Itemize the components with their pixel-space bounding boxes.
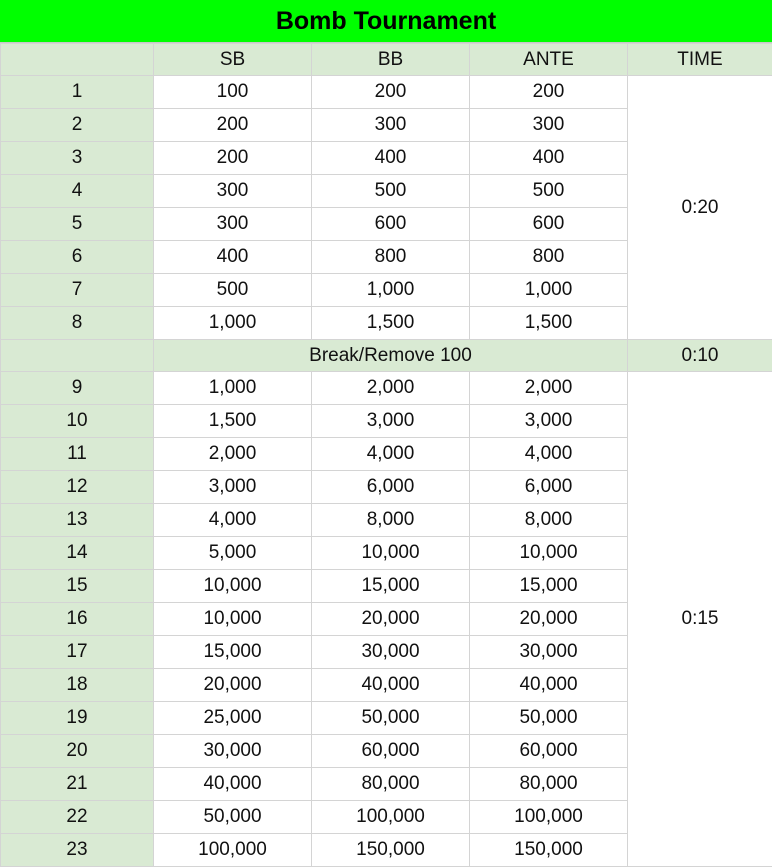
sb-cell[interactable]: 200 <box>154 109 312 142</box>
bb-cell[interactable]: 50,000 <box>312 702 470 735</box>
ante-cell[interactable]: 100,000 <box>470 801 628 834</box>
header-cell-level[interactable] <box>1 44 154 76</box>
ante-cell[interactable]: 3,000 <box>470 405 628 438</box>
level-cell[interactable]: 5 <box>1 208 154 241</box>
ante-cell[interactable]: 10,000 <box>470 537 628 570</box>
ante-cell[interactable]: 8,000 <box>470 504 628 537</box>
time-cell[interactable]: 0:20 <box>628 76 772 340</box>
break-label-cell[interactable]: Break/Remove 100 <box>154 340 628 372</box>
ante-cell[interactable]: 50,000 <box>470 702 628 735</box>
level-cell[interactable]: 17 <box>1 636 154 669</box>
sb-cell[interactable]: 500 <box>154 274 312 307</box>
level-cell[interactable]: 18 <box>1 669 154 702</box>
level-cell[interactable]: 14 <box>1 537 154 570</box>
sb-cell[interactable]: 2,000 <box>154 438 312 471</box>
header-cell-bb[interactable]: BB <box>312 44 470 76</box>
sb-cell[interactable]: 300 <box>154 208 312 241</box>
sb-cell[interactable]: 15,000 <box>154 636 312 669</box>
sb-cell[interactable]: 10,000 <box>154 570 312 603</box>
sheet-title[interactable]: Bomb Tournament <box>0 0 772 43</box>
ante-cell[interactable]: 4,000 <box>470 438 628 471</box>
sb-cell[interactable]: 1,000 <box>154 307 312 340</box>
bb-cell[interactable]: 1,000 <box>312 274 470 307</box>
bb-cell[interactable]: 40,000 <box>312 669 470 702</box>
table-row <box>1 372 772 405</box>
ante-cell[interactable]: 1,500 <box>470 307 628 340</box>
sb-cell[interactable]: 100,000 <box>154 834 312 867</box>
sb-cell[interactable]: 3,000 <box>154 471 312 504</box>
level-cell[interactable]: 22 <box>1 801 154 834</box>
level-cell[interactable]: 1 <box>1 76 154 109</box>
level-cell[interactable]: 12 <box>1 471 154 504</box>
bb-cell[interactable]: 1,500 <box>312 307 470 340</box>
break-time-cell[interactable]: 0:10 <box>628 340 772 372</box>
header-cell-sb[interactable]: SB <box>154 44 312 76</box>
level-cell[interactable]: 2 <box>1 109 154 142</box>
bb-cell[interactable]: 10,000 <box>312 537 470 570</box>
ante-cell[interactable]: 600 <box>470 208 628 241</box>
bb-cell[interactable]: 100,000 <box>312 801 470 834</box>
sb-cell[interactable]: 40,000 <box>154 768 312 801</box>
level-cell[interactable]: 7 <box>1 274 154 307</box>
sb-cell[interactable]: 1,000 <box>154 372 312 405</box>
bb-cell[interactable]: 2,000 <box>312 372 470 405</box>
bb-cell[interactable]: 4,000 <box>312 438 470 471</box>
bb-cell[interactable]: 80,000 <box>312 768 470 801</box>
bb-cell[interactable]: 8,000 <box>312 504 470 537</box>
level-cell-empty[interactable] <box>1 340 154 372</box>
sb-cell[interactable]: 5,000 <box>154 537 312 570</box>
bb-cell[interactable]: 500 <box>312 175 470 208</box>
sb-cell[interactable]: 300 <box>154 175 312 208</box>
bb-cell[interactable]: 200 <box>312 76 470 109</box>
ante-cell[interactable]: 500 <box>470 175 628 208</box>
bb-cell[interactable]: 6,000 <box>312 471 470 504</box>
level-cell[interactable]: 20 <box>1 735 154 768</box>
ante-cell[interactable]: 20,000 <box>470 603 628 636</box>
table-body <box>1 44 772 867</box>
ante-cell[interactable]: 40,000 <box>470 669 628 702</box>
bb-cell[interactable]: 150,000 <box>312 834 470 867</box>
bb-cell[interactable]: 600 <box>312 208 470 241</box>
ante-cell[interactable]: 150,000 <box>470 834 628 867</box>
level-cell[interactable]: 4 <box>1 175 154 208</box>
bb-cell[interactable]: 30,000 <box>312 636 470 669</box>
level-cell[interactable]: 9 <box>1 372 154 405</box>
ante-cell[interactable]: 80,000 <box>470 768 628 801</box>
bb-cell[interactable]: 400 <box>312 142 470 175</box>
bb-cell[interactable]: 800 <box>312 241 470 274</box>
sb-cell[interactable]: 100 <box>154 76 312 109</box>
sb-cell[interactable]: 25,000 <box>154 702 312 735</box>
ante-cell[interactable]: 30,000 <box>470 636 628 669</box>
level-cell[interactable]: 23 <box>1 834 154 867</box>
table-row <box>1 76 772 109</box>
sb-cell[interactable]: 1,500 <box>154 405 312 438</box>
ante-cell[interactable]: 2,000 <box>470 372 628 405</box>
level-cell[interactable]: 10 <box>1 405 154 438</box>
bb-cell[interactable]: 15,000 <box>312 570 470 603</box>
level-cell[interactable]: 19 <box>1 702 154 735</box>
bb-cell[interactable]: 300 <box>312 109 470 142</box>
ante-cell[interactable]: 6,000 <box>470 471 628 504</box>
level-cell[interactable]: 13 <box>1 504 154 537</box>
sb-cell[interactable]: 400 <box>154 241 312 274</box>
ante-cell[interactable]: 15,000 <box>470 570 628 603</box>
level-cell[interactable]: 15 <box>1 570 154 603</box>
level-cell[interactable]: 21 <box>1 768 154 801</box>
level-cell[interactable]: 6 <box>1 241 154 274</box>
level-cell[interactable]: 16 <box>1 603 154 636</box>
ante-cell[interactable]: 200 <box>470 76 628 109</box>
ante-cell[interactable]: 400 <box>470 142 628 175</box>
ante-cell[interactable]: 800 <box>470 241 628 274</box>
sb-cell[interactable]: 20,000 <box>154 669 312 702</box>
bb-cell[interactable]: 60,000 <box>312 735 470 768</box>
sb-cell[interactable]: 200 <box>154 142 312 175</box>
bb-cell[interactable]: 20,000 <box>312 603 470 636</box>
sb-cell[interactable]: 4,000 <box>154 504 312 537</box>
header-row <box>1 44 772 76</box>
time-cell[interactable]: 0:15 <box>628 372 772 867</box>
level-cell[interactable]: 11 <box>1 438 154 471</box>
ante-cell[interactable]: 300 <box>470 109 628 142</box>
level-cell[interactable]: 8 <box>1 307 154 340</box>
ante-cell[interactable]: 1,000 <box>470 274 628 307</box>
sb-cell[interactable]: 50,000 <box>154 801 312 834</box>
blind-structure-table <box>0 43 772 867</box>
header-cell-ante[interactable]: ANTE <box>470 44 628 76</box>
break-row <box>1 340 772 372</box>
bb-cell[interactable]: 3,000 <box>312 405 470 438</box>
ante-cell[interactable]: 60,000 <box>470 735 628 768</box>
level-cell[interactable]: 3 <box>1 142 154 175</box>
header-cell-time[interactable]: TIME <box>628 44 772 76</box>
sb-cell[interactable]: 30,000 <box>154 735 312 768</box>
sb-cell[interactable]: 10,000 <box>154 603 312 636</box>
